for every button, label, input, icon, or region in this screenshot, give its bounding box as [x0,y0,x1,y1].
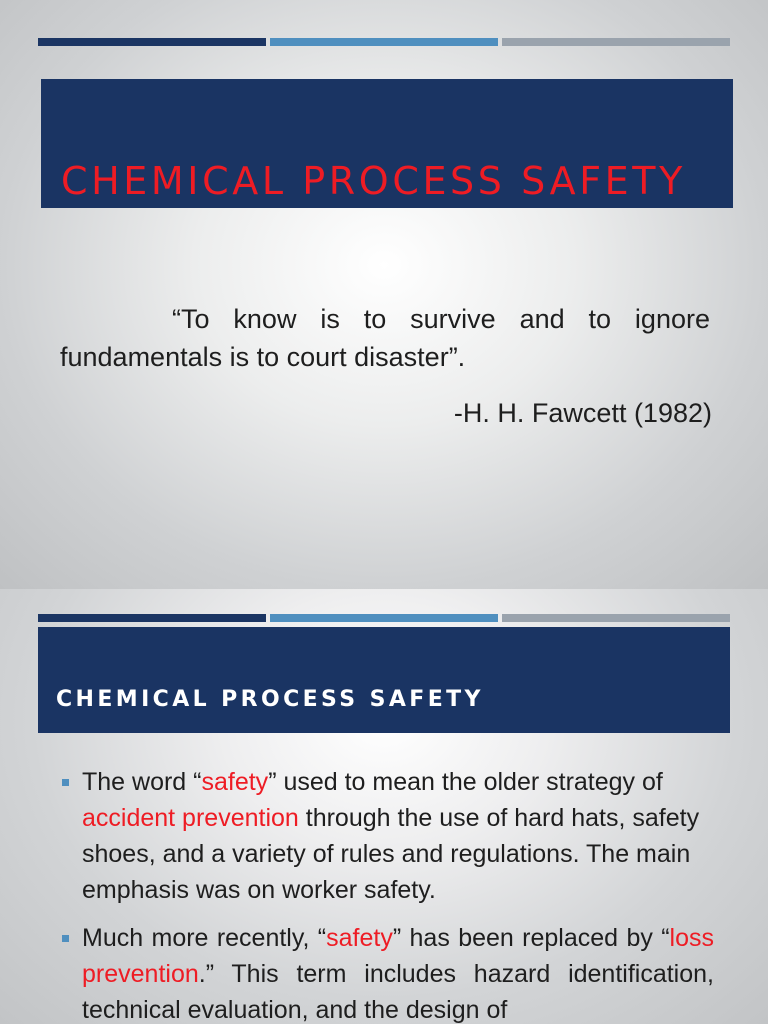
slide-title-text: CHEMICAL PROCESS SAFETY [61,159,686,203]
bullet-text: .” This term includes hazard identification, technical evaluation, and the design of [82,960,714,1024]
slide-content [0,589,768,1024]
section-banner [38,627,730,733]
quote-text: “To know is to survive and to ignore fundamentals is to court disaster”. [60,304,710,372]
bullet-list [60,764,714,1024]
bullet-text: The word “ [82,768,202,796]
accent-stripe-gray [502,38,730,46]
bullet-text: ” used to mean the older strategy of [268,768,663,796]
quote-author: -H. H. Fawcett (1982) [453,398,712,428]
highlighted-term: safety [326,924,393,952]
bullet-square-icon [62,779,69,786]
highlighted-term: accident prevention [82,804,299,832]
bullet-text: ” has been replaced by “ [392,924,670,952]
section-title-text: CHEMICAL PROCESS SAFETY [56,687,484,712]
bullet-square-icon [62,935,69,942]
bullet-text: through the use of hard hats, safety shoes, and a variety of rules and regulations. The main emphasis was on worker safety. [82,804,700,904]
accent-stripe-dark [38,38,266,46]
title-banner [41,79,733,208]
bullet-item [60,764,714,908]
accent-stripe-blue [270,38,498,46]
bullet-text: Much more recently, “ [82,924,327,952]
accent-stripe-blue [270,614,498,622]
bullet-item [60,920,714,1024]
accent-stripe-dark [38,614,266,622]
highlighted-term: loss prevention [82,924,714,988]
accent-stripe-gray [502,614,730,622]
highlighted-term: safety [201,768,269,796]
